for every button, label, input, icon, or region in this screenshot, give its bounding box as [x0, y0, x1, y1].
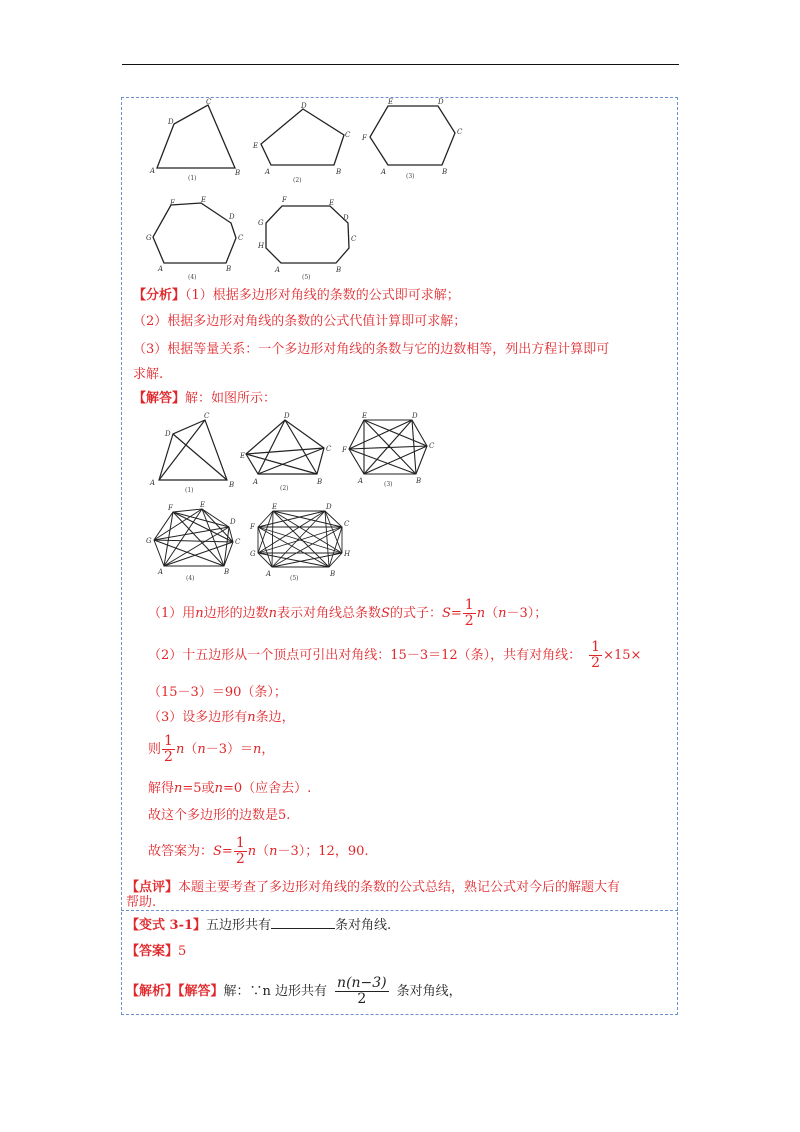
svg-text:(5): (5)	[302, 274, 311, 281]
variant-question: 【变式 3-1】五边形共有 条对角线.	[126, 918, 392, 933]
svg-text:G: G	[146, 537, 152, 545]
header-rule	[122, 64, 679, 65]
svg-text:A: A	[150, 479, 156, 487]
svg-text:(2): (2)	[280, 485, 289, 492]
analysis-line-2: （2）根据多边形对角线的条数的公式代值计算即可求解；	[133, 314, 467, 329]
solution-line-4: （3）设多边形有n条边，	[148, 710, 295, 725]
solution-figure-4	[140, 500, 250, 585]
svg-text:E: E	[200, 501, 206, 509]
svg-text:C: C	[345, 131, 351, 139]
svg-text:A: A	[266, 570, 272, 578]
svg-text:D: D	[284, 412, 290, 420]
svg-text:A: A	[158, 568, 164, 576]
svg-text:D: D	[343, 214, 349, 222]
comment-line-2: 帮助.	[126, 895, 157, 910]
svg-text:(3): (3)	[406, 173, 415, 180]
polygon-figure-1	[145, 95, 245, 185]
fraction-half: $\frac{1}{2}$	[164, 733, 173, 765]
svg-text:C: C	[204, 412, 210, 420]
solution-figure-3	[340, 410, 440, 495]
svg-text:B: B	[416, 477, 422, 485]
svg-text:B: B	[226, 265, 232, 273]
solution-line-6: 解得n=5或n=0（应舍去）.	[148, 781, 312, 796]
solution-line-8: 故答案为：S= $\frac{1}{2}$ n（n－3）；12，90.	[148, 835, 369, 867]
svg-text:C: C	[344, 520, 350, 528]
svg-text:B: B	[336, 266, 342, 274]
analysis-tag: 【分析】	[133, 288, 186, 303]
svg-text:F: F	[362, 134, 367, 142]
section-divider	[121, 910, 678, 911]
svg-text:(3): (3)	[384, 481, 393, 488]
solution-line-1: （1）用n边形的边数n表示对角线总条数S的式子：S= $\frac{1}{2}$ n（n－3）；	[148, 597, 548, 629]
svg-text:A: A	[358, 477, 364, 485]
fraction-half: $\frac{1}{2}$	[235, 835, 245, 867]
svg-text:F: F	[342, 446, 347, 454]
svg-text:F: F	[170, 199, 175, 207]
svg-text:E: E	[329, 199, 335, 207]
svg-text:(1): (1)	[188, 175, 197, 182]
svg-text:(2): (2)	[293, 177, 302, 184]
svg-text:B: B	[235, 169, 241, 177]
answer-tag: 【解答】	[133, 391, 186, 406]
svg-text:G: G	[258, 219, 264, 227]
explain-line: 【解析】【解答】解：∵n 边形共有 $\frac{n(n-3)}{2}$ 条对角线，	[126, 975, 462, 1007]
svg-text:B: B	[442, 168, 448, 176]
svg-text:A: A	[150, 167, 156, 175]
svg-text:C: C	[351, 235, 357, 243]
solution-figure-1	[145, 410, 245, 495]
solution-figure-5	[246, 500, 356, 585]
answer-text: 解：如图所示：	[185, 391, 277, 406]
svg-text:D: D	[229, 213, 235, 221]
solution-figure-2	[238, 410, 338, 495]
svg-text:D: D	[230, 518, 236, 526]
svg-text:B: B	[224, 568, 230, 576]
polygon-figure-5	[250, 193, 370, 283]
answer-line	[133, 390, 276, 408]
comment-text: 本题主要考查了多边形对角线的条数的公式总结，熟记公式对今后的解题大有	[178, 880, 621, 895]
svg-text:A: A	[381, 168, 387, 176]
svg-text:B: B	[330, 570, 336, 578]
fraction-half: $\frac{1}{2}$	[464, 597, 474, 629]
svg-text:C: C	[429, 442, 435, 450]
svg-text:D: D	[168, 118, 174, 126]
svg-text:(4): (4)	[188, 274, 197, 281]
svg-text:(5): (5)	[290, 575, 299, 582]
svg-text:F: F	[168, 504, 173, 512]
polygon-figure-2	[248, 95, 358, 185]
explain-answer-tag: 【解答】	[178, 984, 224, 999]
svg-text:B: B	[317, 478, 323, 486]
svg-text:H: H	[258, 242, 265, 250]
svg-text:B: B	[336, 168, 342, 176]
svg-text:D: D	[165, 430, 171, 438]
result-tag: 【答案】	[126, 944, 179, 959]
svg-text:D: D	[326, 503, 332, 511]
explain-tag: 【解析】	[126, 984, 179, 999]
svg-text:D: D	[412, 412, 418, 420]
svg-text:A: A	[253, 478, 259, 486]
svg-text:A: A	[158, 265, 164, 273]
analysis-text-1: （1）根据多边形对角线的条数的公式即可求解；	[185, 288, 460, 303]
svg-text:F: F	[250, 523, 255, 531]
analysis-line-1	[133, 287, 460, 305]
svg-text:F: F	[282, 196, 287, 204]
svg-text:G: G	[250, 550, 256, 558]
svg-text:A: A	[275, 266, 281, 274]
fraction-half: $\frac{1}{2}$	[591, 639, 601, 671]
svg-text:C: C	[235, 538, 241, 546]
analysis-line-3: （3）根据等量关系：一个多边形对角线的条数与它的边数相等，列出方程计算即可	[133, 342, 610, 357]
svg-text:A: A	[265, 168, 271, 176]
svg-text:H: H	[344, 550, 351, 558]
fraction-formula: $\frac{n(n-3)}{2}$	[337, 975, 387, 1007]
polygon-figure-4	[140, 193, 250, 283]
solution-line-3: （15－3）＝90（条）；	[148, 685, 287, 700]
result-value: 5	[178, 944, 187, 959]
svg-text:G: G	[146, 234, 152, 242]
svg-text:D: D	[438, 98, 444, 106]
answer-blank	[271, 916, 335, 929]
svg-text:E: E	[253, 142, 259, 150]
svg-text:C: C	[238, 234, 244, 242]
svg-text:C: C	[206, 98, 212, 106]
comment-tag: 【点评】	[126, 880, 179, 895]
analysis-line-4: 求解.	[133, 367, 164, 382]
svg-text:(4): (4)	[186, 575, 195, 582]
solution-line-5: 则 $\frac{1}{2}$ n（n－3）＝n，	[148, 733, 275, 765]
svg-text:E: E	[201, 196, 207, 204]
polygon-figure-3	[358, 95, 468, 185]
svg-text:E: E	[362, 412, 368, 420]
solution-line-7: 故这个多边形的边数是5.	[148, 808, 291, 823]
solution-line-2: （2）十五边形从一个顶点可引出对角线：15－3＝12（条），共有对角线： $\frac{1}{2}$ ×15×	[148, 639, 642, 671]
svg-text:B: B	[229, 481, 235, 489]
svg-text:D: D	[301, 102, 307, 110]
svg-text:(1): (1)	[185, 487, 194, 494]
svg-text:E: E	[388, 98, 394, 106]
comment-line-1	[126, 879, 620, 897]
svg-text:E: E	[272, 503, 278, 511]
svg-text:E: E	[240, 452, 246, 460]
svg-text:C: C	[326, 445, 332, 453]
svg-text:C: C	[457, 128, 463, 136]
variant-tag: 【变式 3-1】	[126, 918, 207, 933]
result-line	[126, 943, 186, 961]
